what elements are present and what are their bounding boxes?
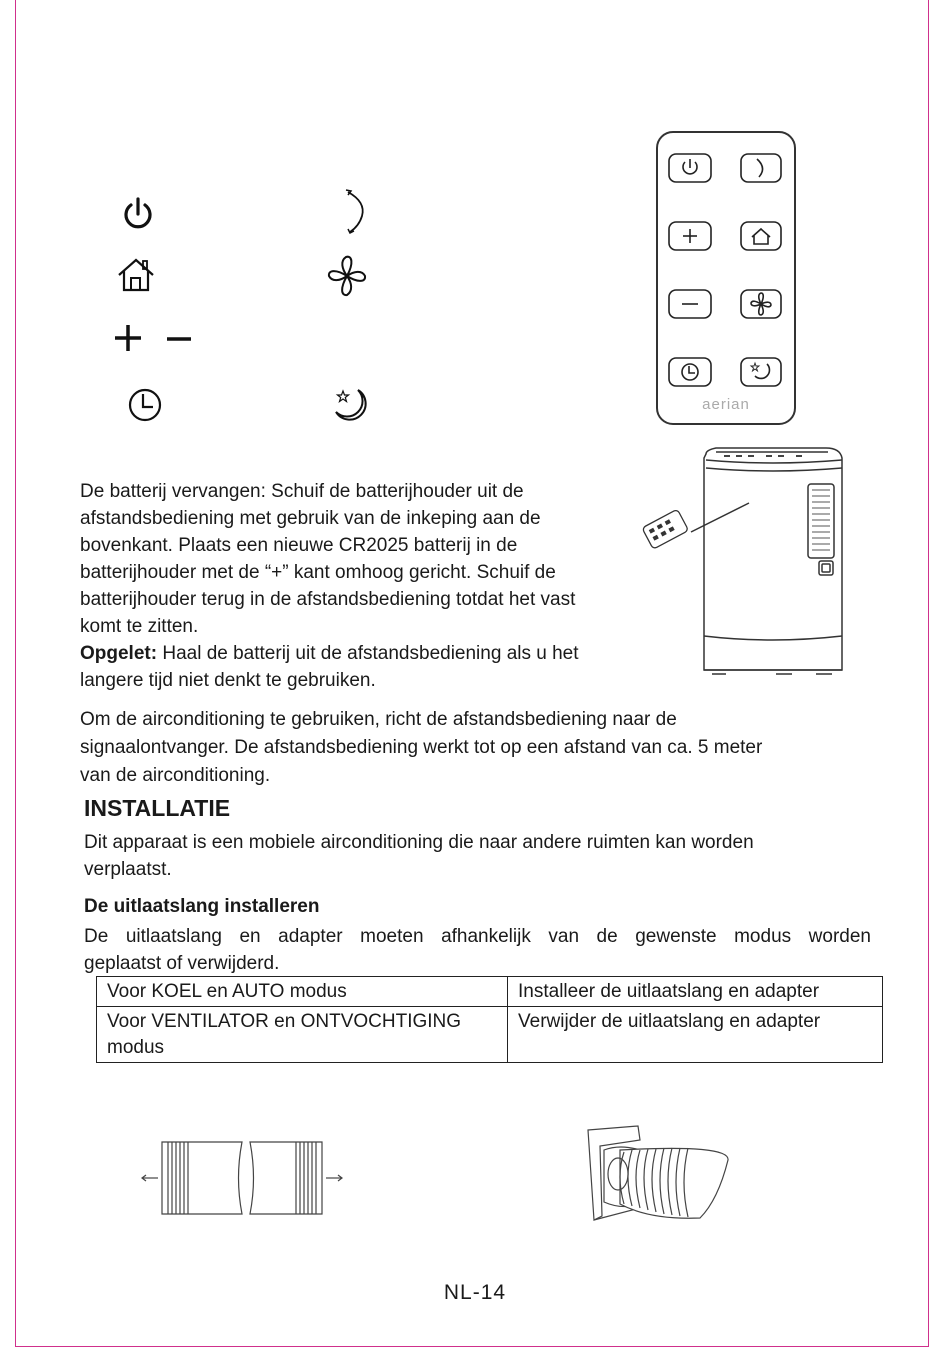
text-line: Om de airconditioning te gebruiken, richt de afstandsbediening naar de <box>80 709 677 730</box>
table-cell: Voor VENTILATOR en ONTVOCHTIGING modus <box>97 1007 508 1063</box>
text-line: bovenkant. Plaats een nieuwe CR2025 batterij in de <box>80 535 518 556</box>
table-cell: Voor KOEL en AUTO modus <box>97 977 508 1007</box>
fan-icon <box>324 253 370 299</box>
mode-table <box>96 976 883 1063</box>
text-line: signaalontvanger. De afstandsbediening werkt tot op een afstand van ca. 5 meter <box>80 737 763 758</box>
text-line: batterijhouder met de “+” kant omhoog gericht. Schuif de <box>80 562 556 583</box>
minus-icon <box>164 322 194 354</box>
exhaust-hose-text <box>84 923 871 977</box>
text-line: verplaatst. <box>84 859 172 880</box>
text-line: langere tijd niet denkt te gebruiken. <box>80 670 376 691</box>
usage-text <box>80 706 762 790</box>
text-line: batterijhouder terug in de afstandsbediening totdat het vast <box>80 589 576 610</box>
swing-icon <box>342 188 372 236</box>
remote-brand-label: aerian <box>702 396 750 413</box>
text-line: afstandsbediening met gebruik van de inkeping aan de <box>80 508 541 529</box>
window-adapter-illustration <box>580 1120 732 1235</box>
installation-heading: INSTALLATIE <box>84 795 231 821</box>
text-line: De uitlaatslang en adapter moeten afhankelijk van de gewenste modus worden <box>84 926 871 947</box>
page-number: NL-14 <box>443 1281 507 1304</box>
exhaust-hose-illustration <box>138 1138 348 1225</box>
text-line: Haal de batterij uit de afstandsbediening als u het <box>157 643 579 664</box>
sleep-moon-icon <box>330 386 372 424</box>
battery-replacement-text <box>80 478 579 694</box>
table-row <box>97 1007 883 1063</box>
caution-label: Opgelet: <box>80 643 158 664</box>
air-conditioner-illustration <box>636 440 856 699</box>
plus-icon <box>112 322 144 354</box>
table-row <box>97 977 883 1007</box>
exhaust-hose-subheading: De uitlaatslang installeren <box>84 896 320 917</box>
table-cell: Verwijder de uitlaatslang en adapter <box>508 1007 883 1063</box>
text-line: van de airconditioning. <box>80 765 271 786</box>
text-line: komt te zitten. <box>80 616 199 637</box>
remote-control-illustration <box>655 130 797 431</box>
home-mode-icon <box>115 256 157 294</box>
text-line: De batterij vervangen: Schuif de batterijhouder uit de <box>80 481 524 502</box>
text-line: Dit apparaat is een mobiele airconditioning die naar andere ruimten kan worden <box>84 832 754 853</box>
installation-text <box>84 829 754 883</box>
timer-clock-icon <box>126 386 164 424</box>
text-line: geplaatst of verwijderd. <box>84 953 280 974</box>
power-icon <box>118 194 158 234</box>
table-cell: Installeer de uitlaatslang en adapter <box>508 977 883 1007</box>
